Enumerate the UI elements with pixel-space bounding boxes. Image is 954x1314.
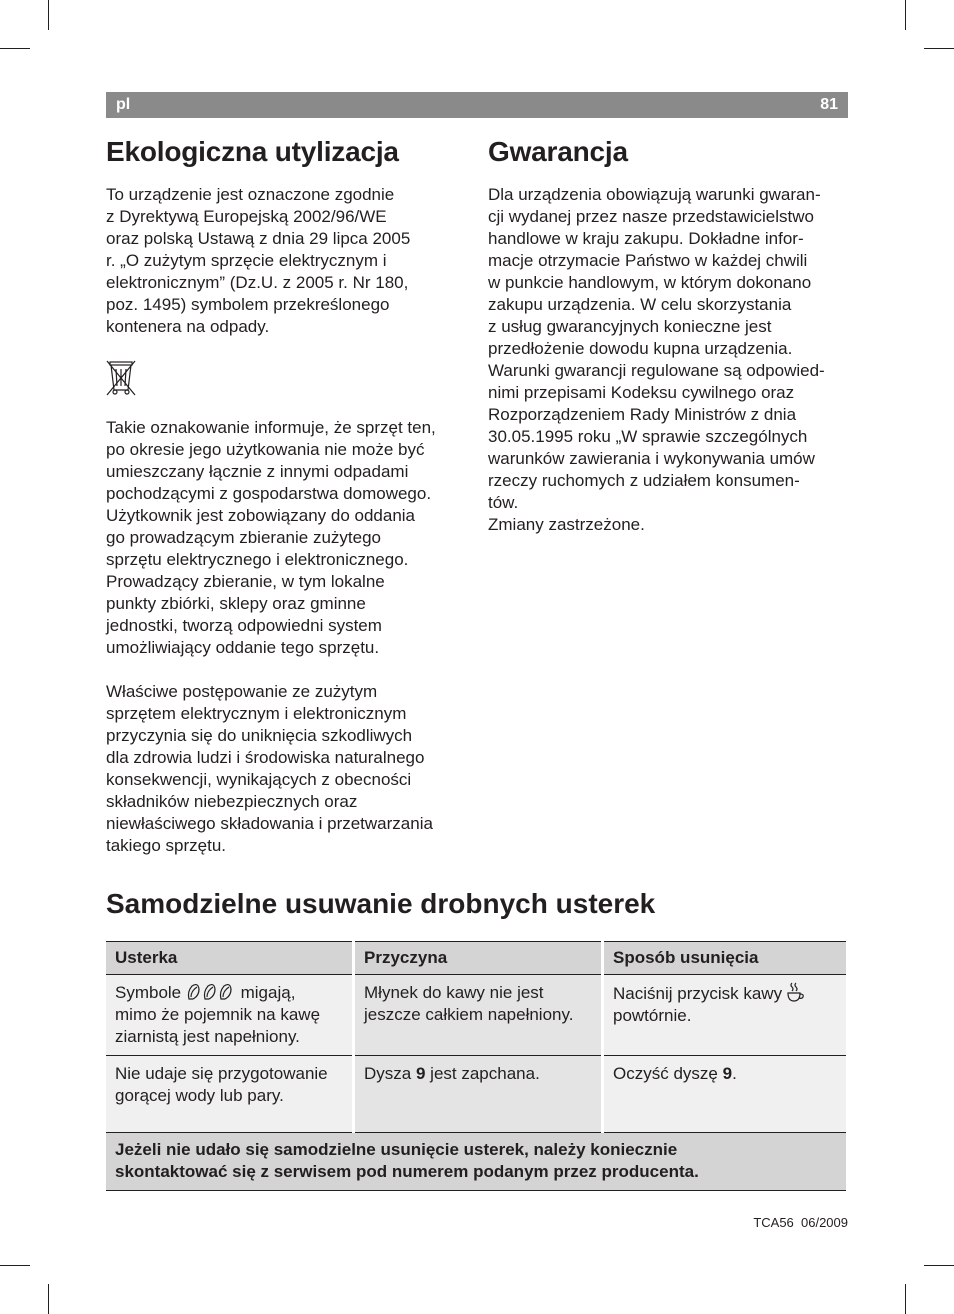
remedy-text-a: Oczyść dyszę: [613, 1064, 718, 1083]
fault-cell: [106, 975, 354, 1056]
nozzle-number: 9: [722, 1064, 733, 1083]
remedy-cell: [603, 975, 847, 1056]
remedy-text-a: Naciśnij przycisk kawy: [613, 984, 783, 1003]
crop-mark: [48, 0, 49, 30]
troubleshooting-title: Samodzielne usuwanie drobnych usterek: [106, 888, 656, 919]
table-header-row: [106, 942, 846, 975]
remedy-text-b: powtórnie.: [613, 1006, 692, 1025]
cause-text-a: Dysza: [364, 1064, 412, 1083]
coffee-cup-icon: [787, 982, 805, 1002]
crop-mark: [0, 1265, 30, 1266]
cause-text-b: jest zapchana.: [430, 1064, 540, 1083]
remedy-cell: [603, 1056, 847, 1133]
cause-cell: [354, 1056, 603, 1133]
disposal-title: Ekologiczna utylizacja: [106, 136, 399, 167]
table-row: [106, 1056, 846, 1133]
warranty-title: Gwarancja: [488, 136, 628, 167]
cause-cell: Młynek do kawy nie jest jeszcze całkiem napełniony.: [354, 975, 603, 1056]
crop-mark: [0, 48, 30, 49]
disposal-paragraph-1: To urządzenie jest oznaczone zgodnie z Dyrektywą Europejską 2002/96/WE oraz polską Ustawą z dnia 29 lipca 2005 r. „O zużytym sprzęcie elektrycznym i elektronicznym” (Dz.U. z 2005 r. Nr 180, poz. 1495) symbolem przekreślonego kontenera na odpady.: [106, 185, 411, 336]
crop-mark: [905, 1284, 906, 1314]
crop-mark: [48, 1284, 49, 1314]
disposal-paragraph-2: Takie oznakowanie informuje, że sprzęt ten, po okresie jego użytkowania nie może być umieszczany łącznie z innymi odpadami pochodzącymi z gospodarstwa domowego. Użytkownik jest zobowiązany do oddania go prowadzącym zbieranie zużytego sprzętu elektrycznego i elektronicznego. Prowadzący zbieranie, w tym lokalne punkty zbiórki, sklepy oraz gminne jednostki, tworzą odpowiedni system umożliwiający oddanie tego sprzętu.: [106, 418, 436, 657]
crop-mark: [905, 0, 906, 30]
remedy-text-b: .: [732, 1064, 737, 1083]
crop-mark: [924, 1265, 954, 1266]
crossed-out-wheelie-bin-icon: [106, 360, 136, 396]
page-number: 81: [820, 96, 838, 113]
column-header-cause: Przyczyna: [354, 942, 603, 975]
warranty-paragraph: Dla urządzenia obowiązują warunki gwaran- cji wydanej przez nasze przedstawicielstwo handlowe w kraju zakupu. Dokładne infor- macje otrzymacie Państwo w każdej chwili w punkcie handlowym, w którym dokonano zakupu urządzenia. W celu skorzystania z usług gwarancyjnych konieczne jest przedłożenie dowodu kupna urządzenia. Warunki gwarancji regulowane są odpowied- nimi przepisami Kodeksu cywilnego oraz Rozporządzeniem Rady Ministrów z dnia 30.05.1995 roku „W sprawie szczególnych warunków zawierania i wykonywania umów rzeczy ruchomych z udziałem konsumen- tów. Zmiany zastrzeżone.: [488, 185, 825, 534]
disposal-paragraph-3: Właściwe postępowanie ze zużytym sprzętem elektrycznym i elektronicznym przyczynia się do uniknięcia szkodliwych dla zdrowia ludzi i środowiska naturalnego konsekwencji, wynikających z obecności składników niebezpiecznych oraz niewłaściwego składowania i przetwarzania takiego sprzętu.: [106, 682, 433, 855]
fault-text-a: Symbole: [115, 983, 182, 1002]
service-note: Jeżeli nie udało się samodzielne usunięcie usterek, należy koniecznie skontaktować się z serwisem pod numerem podanym przez producenta.: [106, 1133, 846, 1191]
column-header-fault: Usterka: [106, 942, 354, 975]
table-row: [106, 975, 846, 1056]
coffee-strength-symbols-icon: [186, 983, 236, 1001]
fault-cell: Nie udaje się przygotowanie gorącej wody lub pary.: [106, 1056, 354, 1133]
nozzle-number: 9: [415, 1064, 426, 1083]
column-header-remedy: Sposób usunięcia: [603, 942, 847, 975]
troubleshooting-table: [106, 941, 846, 1191]
page-header-bar: [106, 92, 848, 118]
disposal-section: [106, 136, 466, 857]
fault-text-b: migają, mimo że pojemnik na kawę ziarnistą jest napełniony.: [115, 983, 321, 1046]
warranty-section: [488, 136, 848, 536]
crop-mark: [924, 48, 954, 49]
table-footer-row: [106, 1133, 846, 1191]
document-code: TCA56 06/2009: [753, 1215, 848, 1230]
language-code: pl: [116, 96, 131, 113]
